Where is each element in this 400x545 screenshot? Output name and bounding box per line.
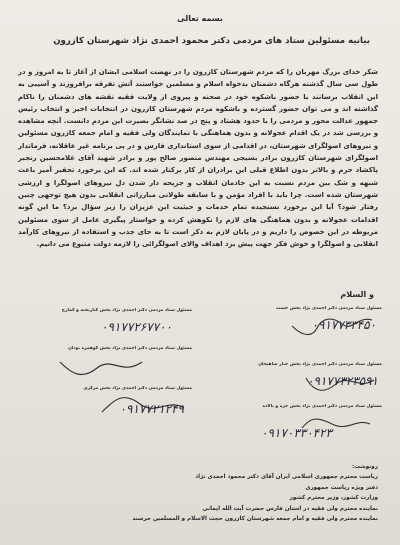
signature-kenartakhteh xyxy=(12,308,192,344)
document-body xyxy=(18,66,378,250)
signature-chenar xyxy=(202,362,382,398)
signature-phone: ۰۹۱۷۷۳۲۳۵۹۱ xyxy=(307,374,378,388)
signature-phone: ۰۹۱۷۷۲۱۲۴۹ xyxy=(119,402,184,416)
body-text: شکر خدای بزرگ مهربان را که مردم شهرستان کازرون را در نهضت اسلامی ایشان از آغاز تا به امروز و در طول سی سال گذشته هرگاه دشمنان بدخواه اسلام و مسلمین خواستند آتش تفرقه برافروزند و آسیبی به این انقلاب برسانند با حضور باشکوه خود در صحنه و پیروی از ولایت فقیه نقشه های دشمنان را ناکام گذاشته اند و می توان حضور گسترده و باشکوه مردم شهرستان کازرون در انتخابات اخیر و انتخاب رئیس جمهور عدالت محور و مردمی را با حدود هشتاد و پنج در صد نشانگر بصیرت این مردم دانست. آنچه مشاهده و بررسی شد در یک اقدام عجولانه و بدون هماهنگی با نمایندگان ولی فقیه و امام جمعه کازرون مسئولین و نیروهای اصولگرای شهرستان، در اقدامی از سوی استانداری فارس و در پی برنامه غیر عاقلانه، فرماندار اصولگرای شهرستان کازرون برادر بسیجی مهندس منصور صالح پور و برادر شهید آقای غلامحسین رنجبر پاکشاد حرم و بالاتر بدون اطلاع قبلی این برادران از کار برکنار شده اند. که این برخورد تحقیر آمیز باعث شبهه و شک بین مردم نسبت به این خادمان انقلاب و جریحه دار شدن دل نیروهای اصولگرا و ارزشی شهرستان شده است. چرا باید با افراد مؤمن و با سابقه طولانی مبارزاتی انقلابی بدون هیچ توجهی چنین رفتار شود؟ آیا این برخورد نسنجیده تمام خدمات و حیثیت این عزیزان را زیر سؤال برد؟ ما این گونه اقدامات عجولانه و بدون هماهنگی های لازم را نکوهش کرده و خواستار پیگیری عامل از سوی مسئولین مربوطه در این خصوص را داریم و در پایان لازم به ذکر است تا به جای جذب و استفاده از نیروهای کارآمد انقلابی و اصولگرا و خوش فکر جهت پیش برد اهداف والای اصولگرائی را لازمه دولت متبوع می دانیم. xyxy=(18,68,378,249)
signature-label: مسئول ستاد مردمی دکتر احمدی نژاد بخش جره و بالاده xyxy=(262,404,382,409)
signature-phone: ۰۹۱۷۷۲۶۷۷۰۰ xyxy=(101,320,172,334)
recipients-heading: رونوشت: xyxy=(352,464,378,470)
signature-phone: ۰۹۱۷۰۳۳۰۴۲۳ xyxy=(261,426,332,440)
recipient-item: نماینده محترم ولی فقیه و امام جمعه شهرستان کازرون حجت الاسلام و المسلمین خرسند xyxy=(132,516,378,523)
signature-phone: ۰۹۱۷۷۳۳۴۵۰ xyxy=(311,318,376,332)
signature-khesht xyxy=(202,306,382,342)
handwritten-signature-icon xyxy=(42,354,152,382)
signatures-block xyxy=(10,306,382,454)
recipient-item: دفتر ویژه ریاست جمهوری xyxy=(305,484,378,491)
signature-label: مسئول ستاد مردمی دکتر احمدی نژاد بخش کنارتخته و کمارج xyxy=(61,308,192,313)
recipient-item: وزارت کشور، وزیر محترم کشور xyxy=(289,495,378,502)
signature-label: مسئول ستاد مردمی دکتر احمدی نژاد بخش خشت xyxy=(275,306,382,311)
signature-label: مسئول ستاد مردمی دکتر احمدی نژاد بخش کوهمره نودان xyxy=(68,346,192,351)
signature-label: مسئول ستاد مردمی دکتر احمدی نژاد بخش مرکزی xyxy=(83,386,192,391)
signature-kuhmareh xyxy=(12,346,192,382)
closing-text: و السلام xyxy=(340,290,374,299)
header-basmala: بسمه تعالی xyxy=(177,14,223,23)
recipients-list xyxy=(18,462,378,524)
recipient-item: نماینده محترم ولی فقیه در استان فارس حضرت آیت الله ایمانی xyxy=(202,505,378,512)
recipient-item: ریاست محترم جمهوری اسلامی ایران آقای دکتر محمود احمدی نژاد xyxy=(195,474,378,481)
signature-markazi xyxy=(12,386,192,422)
document-title: بیانیه مسئولین ستاد های مردمی دکتر محمود احمدی نژاد شهرستان کازرون xyxy=(53,36,370,46)
signature-extra xyxy=(202,426,382,462)
signature-label: مسئول ستاد مردمی دکتر احمدی نژاد بخش چنار شاهیجان xyxy=(258,362,382,367)
